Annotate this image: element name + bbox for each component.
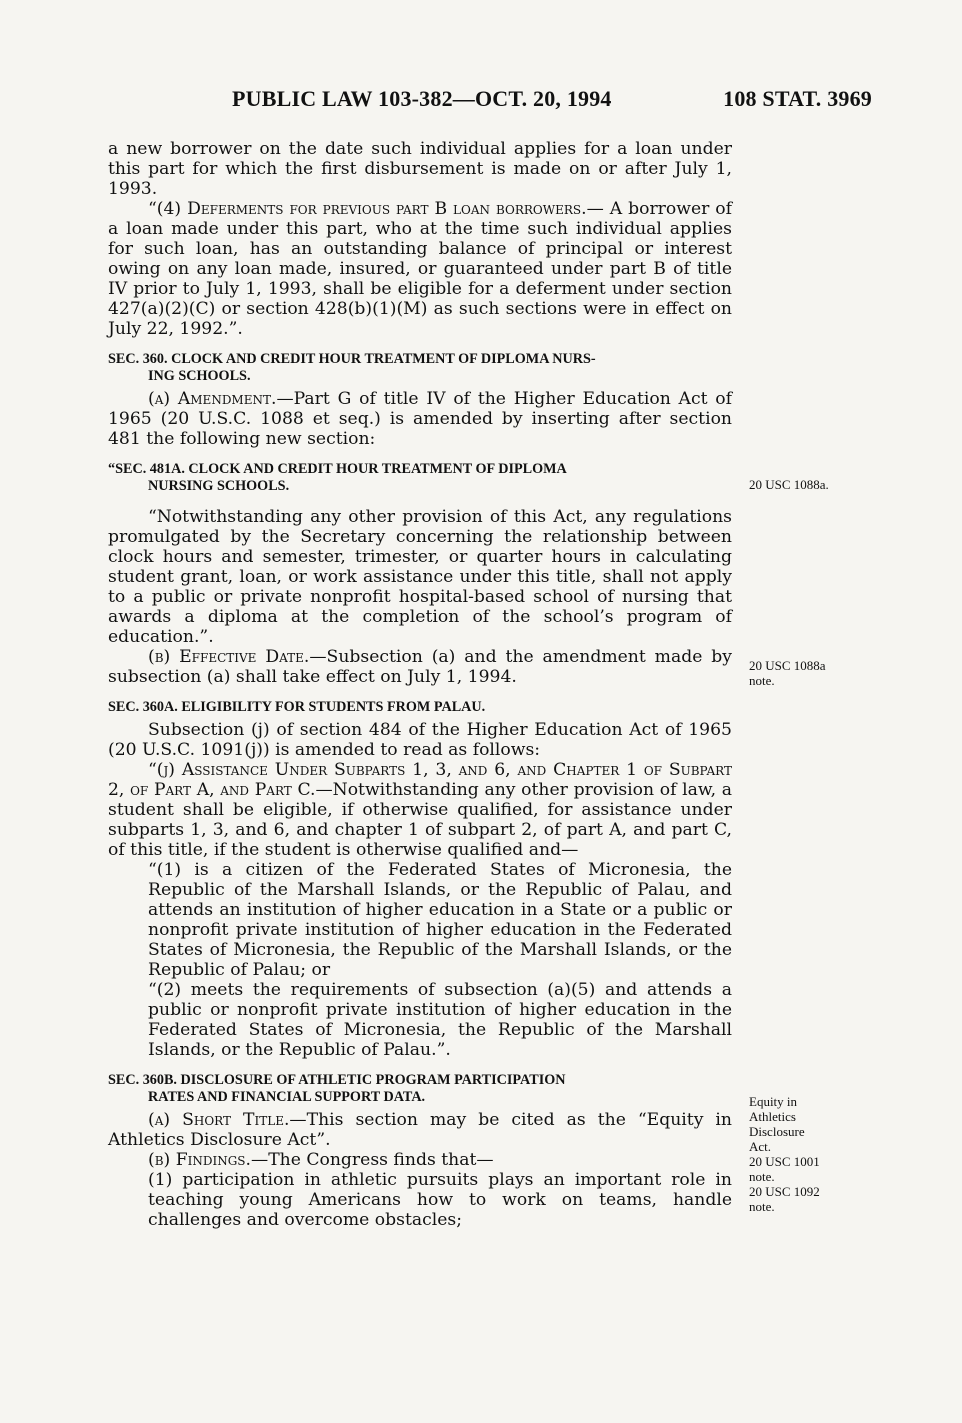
sec-360a-intro: Subsection (j) of section 484 of the Higher Education Act of 1965 (20 U.S.C. 1091(j)) is amended to read as follows: [108, 720, 732, 760]
margin-note-1088a-note [749, 658, 826, 688]
sec-360-b [108, 647, 732, 687]
page-header [232, 86, 872, 116]
margin-note-line: Equity in [749, 1094, 798, 1109]
sec-360b-b-text: —The Congress finds that— [251, 1150, 494, 1170]
sec-360b-b-item-1: (1) participation in athletic pursuits plays an important role in teaching young Americans how to work on teams, handle challenges and overcome obstacles; [148, 1170, 732, 1230]
sec-481a-title [108, 461, 732, 495]
sec-360b-b-heading: (b) Findings. [148, 1150, 251, 1170]
paragraph-deferments [108, 199, 732, 339]
margin-note-line: Athletics [749, 1109, 796, 1124]
sec-360a-item-1: “(1) is a citizen of the Federated States of Micronesia, the Republic of the Marshall Islands, or the Republic of Palau, and attends an institution of higher education in a State or a public or nonprofit private institution of higher education in the Federated States of Micronesia, the Republic of the Marshall Islands, or the Republic of Palau; or [148, 860, 732, 980]
sec-360b-b [108, 1150, 732, 1170]
sec-360-a-text: —Part G of title IV of the Higher Education Act of 1965 (20 U.S.C. 1088 et seq.) is amended by inserting after section 481 the following new section: [108, 389, 732, 449]
sec-360-title-line1: SEC. 360. CLOCK AND CREDIT HOUR TREATMENT OF DIPLOMA NURS- [108, 351, 596, 367]
paragraph-continuation: a new borrower on the date such individual applies for a loan under this part for which the first disbursement is made on or after July 1, 1993. [108, 139, 732, 199]
sec-481a-title-line1: “SEC. 481A. CLOCK AND CREDIT HOUR TREATMENT OF DIPLOMA [108, 461, 567, 477]
margin-note-1088a-line2: note. [749, 673, 775, 688]
sec-481a-title-line2: NURSING SCHOOLS. [148, 478, 290, 494]
margin-note-equity-athletics [749, 1094, 820, 1214]
margin-note-line: Disclosure [749, 1124, 805, 1139]
margin-note-line: 20 USC 1001 [749, 1154, 820, 1169]
margin-note-line: note. [749, 1199, 775, 1214]
margin-note-line: 20 USC 1092 [749, 1184, 820, 1199]
sec-360-title [108, 351, 732, 385]
sec-360b-a [108, 1110, 732, 1150]
sec-360a-j-heading: “(j) Assistance Under Subparts 1, 3, and 6, and Chapter 1 of Subpart 2, of Part A, and Part C. [108, 760, 732, 800]
sec-481a-text: “Notwithstanding any other provision of this Act, any regulations promulgated by the Secretary concerning the relationship between clock hours and semester, trimester, or quarter hours in calculating student grant, loan, or work assistance under this title, shall not apply to a public or private nonprofit hospital-based school of nursing that awards a diploma at the completion of the school’s program of education.”. [108, 507, 732, 647]
margin-note-line: note. [749, 1169, 775, 1184]
sec-360b-title [108, 1072, 732, 1106]
main-text-column [108, 139, 732, 1230]
sec-360b-title-line2: RATES AND FINANCIAL SUPPORT DATA. [148, 1089, 426, 1105]
sec-360a-j-text: —Notwithstanding any other provision of law, a student shall be eligible, if otherwise qualified, for assistance under subparts 1, 3, and 6, and chapter 1 of subpart 2, of part A, and part C, of this title, if the student is otherwise qualified and— [108, 780, 732, 860]
sec-360-a-heading: (a) Amendment. [148, 389, 277, 409]
sec-360b-a-heading: (a) Short Title. [148, 1110, 290, 1130]
sec-360a-j [108, 760, 732, 860]
sec-360-a [108, 389, 732, 449]
deferments-text: A borrower of a loan made under this part, who at the time such individual applies for such loan, has an outstanding balance of principal or interest owing on any loan made, insured, or guaranteed under part B of title IV prior to July 1, 1993, shall be eligible for a deferment under section 427(a)(2)(C) or section 428(b)(1)(M) as such sections were in effect on July 22, 1992.”. [108, 199, 732, 339]
header-law-citation: PUBLIC LAW 103-382—OCT. 20, 1994 [232, 86, 612, 111]
sec-360b-a-text: —This section may be cited as the “Equity in Athletics Disclosure Act”. [108, 1110, 732, 1150]
margin-note-1088a-line1: 20 USC 1088a [749, 658, 826, 673]
margin-note-1088a [749, 477, 829, 492]
deferments-heading: “(4) Deferments for previous part B loan borrowers.— [148, 199, 604, 219]
sec-360b-title-line1: SEC. 360B. DISCLOSURE OF ATHLETIC PROGRAM PARTICIPATION [108, 1072, 566, 1088]
margin-note-1088a-text: 20 USC 1088a. [749, 477, 829, 492]
sec-360-title-line2: ING SCHOOLS. [148, 368, 251, 384]
sec-360a-item-2: “(2) meets the requirements of subsection (a)(5) and attends a public or nonprofit private institution of higher education in the Federated States of Micronesia, the Republic of the Marshall Islands, or the Republic of Palau.”. [148, 980, 732, 1060]
sec-360-b-heading: (b) Effective Date. [148, 647, 310, 667]
margin-note-line: Act. [749, 1139, 772, 1154]
sec-360a-title: SEC. 360A. ELIGIBILITY FOR STUDENTS FROM PALAU. [108, 699, 486, 715]
sec-360-b-text: —Subsection (a) and the amendment made by subsection (a) shall take effect on July 1, 1994. [108, 647, 733, 687]
header-stat-page: 108 STAT. 3969 [723, 86, 872, 111]
